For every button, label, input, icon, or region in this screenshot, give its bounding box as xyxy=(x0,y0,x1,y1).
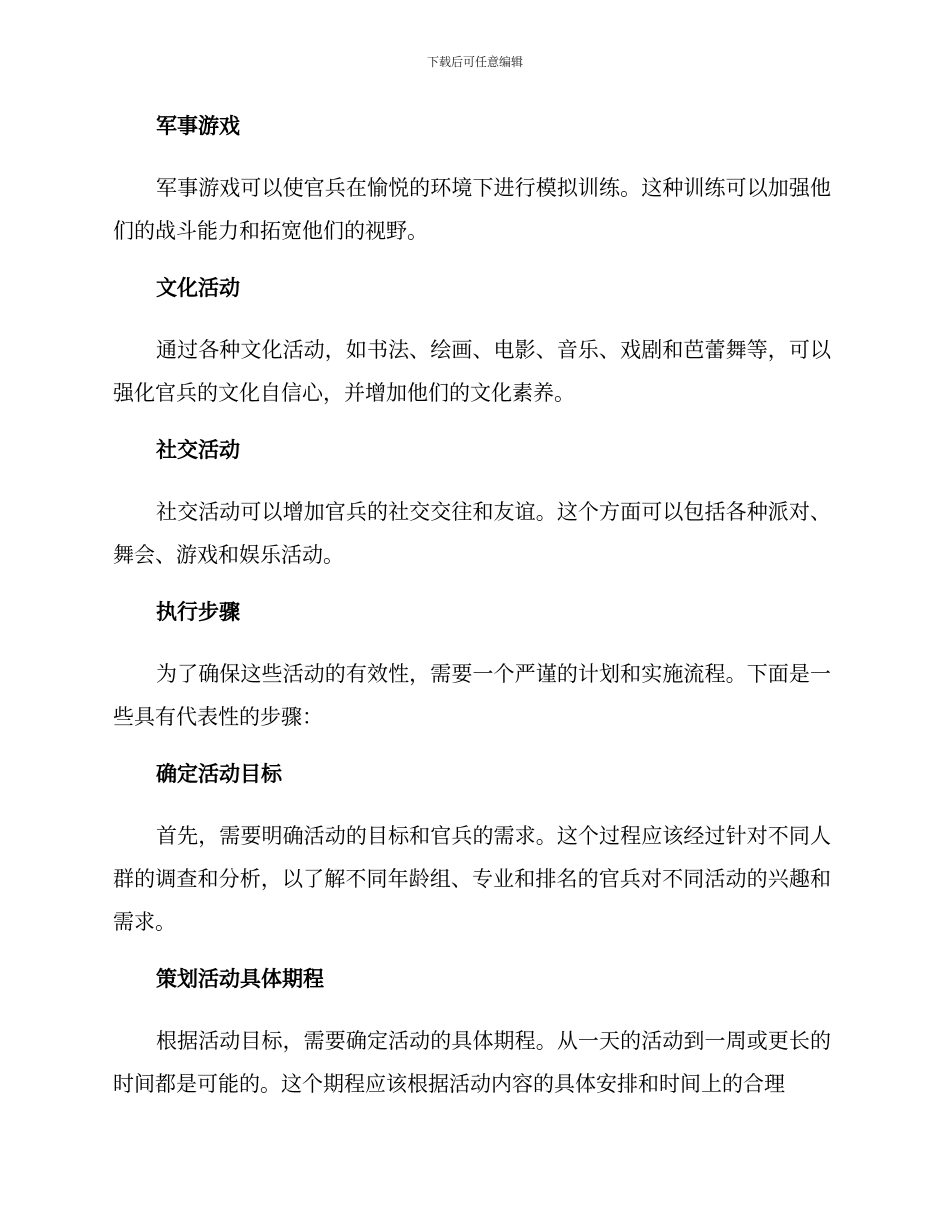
section-heading-plan-schedule: 策划活动具体期程 xyxy=(156,967,324,991)
page-header: 下载后可任意编辑 xyxy=(426,55,523,69)
section-paragraph-social-activities: 社交活动可以增加官兵的社交交往和友谊。这个方面可以包括各种派对、舞会、游戏和娱乐活动。 xyxy=(113,500,831,567)
section-heading-cultural-activities: 文化活动 xyxy=(156,276,240,300)
section-heading-social-activities: 社交活动 xyxy=(156,438,240,462)
section-paragraph-plan-schedule: 根据活动目标，需要确定活动的具体期程。从一天的活动到一周或更长的时间都是可能的。这个期程应该根据活动内容的具体安排和时间上的合理 xyxy=(113,1029,831,1096)
section-heading-define-goals: 确定活动目标 xyxy=(156,762,282,786)
section-paragraph-military-games: 军事游戏可以使官兵在愉悦的环境下进行模拟训练。这种训练可以加强他们的战斗能力和拓宽他们的视野。 xyxy=(113,176,831,243)
section-heading-execution-steps: 执行步骤 xyxy=(156,600,240,624)
section-paragraph-cultural-activities: 通过各种文化活动，如书法、绘画、电影、音乐、戏剧和芭蕾舞等，可以强化官兵的文化自信心，并增加他们的文化素养。 xyxy=(113,338,831,405)
document-body xyxy=(113,106,831,1121)
section-paragraph-define-goals: 首先，需要明确活动的目标和官兵的需求。这个过程应该经过针对不同人群的调查和分析，以了解不同年龄组、专业和排名的官兵对不同活动的兴趣和需求。 xyxy=(113,824,831,934)
section-paragraph-execution-steps: 为了确保这些活动的有效性，需要一个严谨的计划和实施流程。下面是一些具有代表性的步骤： xyxy=(113,662,831,729)
section-heading-military-games: 军事游戏 xyxy=(156,114,240,138)
